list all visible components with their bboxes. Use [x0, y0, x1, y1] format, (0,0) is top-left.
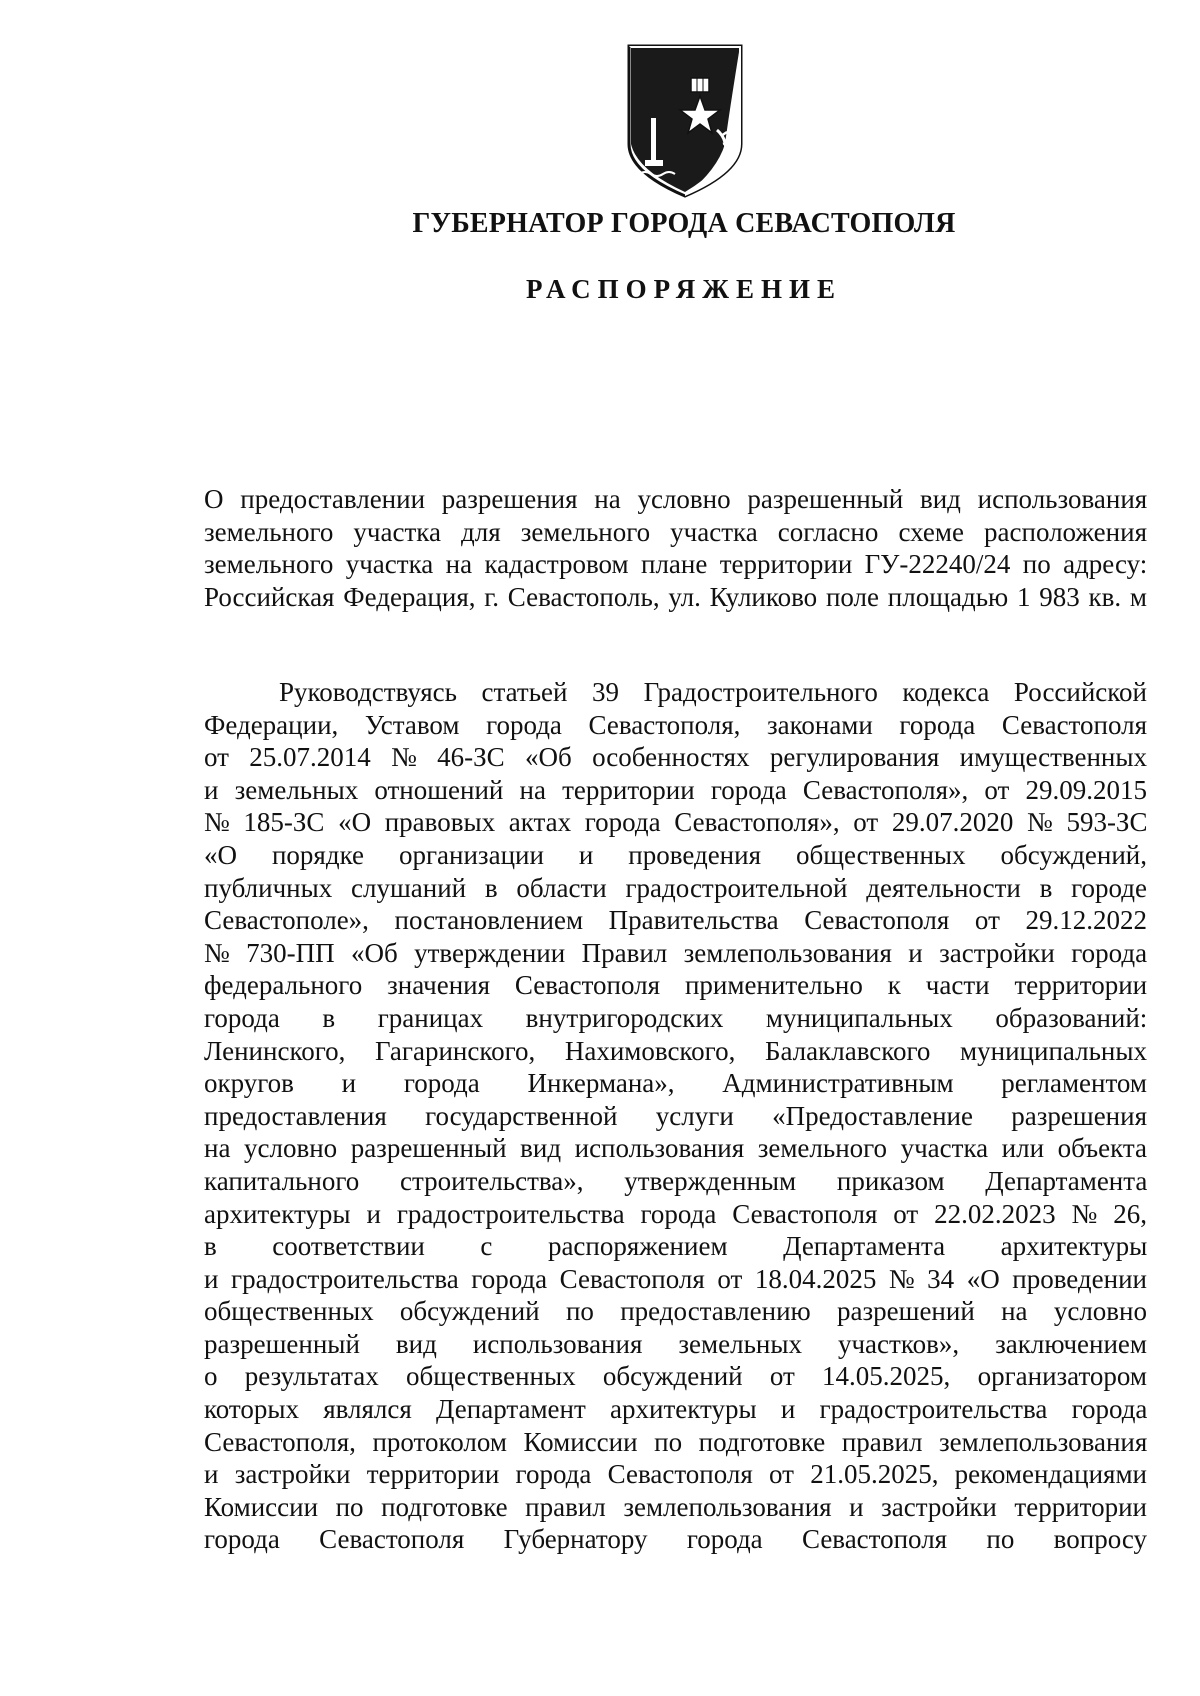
subject-line: земельного участка на кадастровом плане территории ГУ-22240/24 по адресу: [204, 549, 1148, 579]
body-line: о результатах общественных обсуждений от 14.05.2025, организатором [204, 1361, 1147, 1392]
body-line: округов и города Инкермана», Административным регламентом [204, 1068, 1147, 1099]
body-line: № 185-ЗС «О правовых актах города Севастополя», от 29.07.2020 № 593-ЗС [204, 807, 1148, 838]
body-line: Севастополе», постановлением Правительства Севастополя от 29.12.2022 [204, 905, 1147, 936]
body-line: и застройки территории города Севастополя от 21.05.2025, рекомендациями [204, 1459, 1147, 1490]
body-line: города Севастополя Губернатору города Севастополя по вопросу [204, 1524, 1147, 1555]
body-line: федерального значения Севастополя применительно к части территории [204, 970, 1148, 1001]
body-line: предоставления государственной услуги «Предоставление разрешения [204, 1100, 1147, 1131]
body-line: капитального строительства», утвержденным приказом Департамента [204, 1165, 1148, 1196]
document-subject [204, 483, 1147, 613]
body-line: и земельных отношений на территории города Севастополя», от 29.09.2015 [204, 774, 1147, 805]
sevastopol-coat-of-arms-icon [625, 44, 745, 200]
document-body [204, 676, 1147, 1556]
body-line: Ленинского, Гагаринского, Нахимовского, Балаклавского муниципальных [204, 1035, 1147, 1066]
body-line: Комиссии по подготовке правил землепользования и застройки территории [204, 1491, 1147, 1522]
body-line: от 25.07.2014 № 46-ЗС «Об особенностях регулирования имущественных [204, 742, 1148, 773]
body-line: которых являлся Департамент архитектуры и градостроительства города [204, 1394, 1148, 1425]
body-line: на условно разрешенный вид использования земельного участка или объекта [204, 1133, 1147, 1164]
body-line: Севастополя, протоколом Комиссии по подготовке правил землепользования [204, 1426, 1148, 1457]
body-line: Федерации, Уставом города Севастополя, законами города Севастополя [204, 709, 1147, 740]
body-line: и градостроительства города Севастополя от 18.04.2025 № 34 «О проведении [204, 1263, 1147, 1294]
body-line: архитектуры и градостроительства города Севастополя от 22.02.2023 № 26, [204, 1198, 1147, 1229]
subject-line: О предоставлении разрешения на условно разрешенный вид использования [204, 484, 1148, 514]
body-line: № 730-ПП «Об утверждении Правил землепользования и застройки города [204, 937, 1148, 968]
body-line: разрешенный вид использования земельных участков», заключением [204, 1328, 1147, 1359]
body-line: общественных обсуждений по предоставлению разрешений на условно [204, 1296, 1147, 1327]
document-type: РАСПОРЯЖЕНИЕ [525, 274, 843, 304]
body-line: Руководствуясь статьей 39 Градостроительного кодекса Российской [279, 677, 1147, 707]
body-line: публичных слушаний в области градостроительной деятельности в городе [204, 872, 1147, 903]
subject-line: земельного участка для земельного участка согласно схеме расположения [204, 516, 1147, 547]
subject-line: Российская Федерация, г. Севастополь, ул. Куликово поле площадью 1 983 кв. м [204, 581, 1147, 612]
body-line: в соответствии с распоряжением Департамента архитектуры [204, 1231, 1148, 1262]
body-line: «О порядке организации и проведения общественных обсуждений, [204, 839, 1147, 870]
body-line: города в границах внутригородских муниципальных образований: [204, 1002, 1148, 1033]
issuing-authority: ГУБЕРНАТОР ГОРОДА СЕВАСТОПОЛЯ [412, 208, 956, 239]
